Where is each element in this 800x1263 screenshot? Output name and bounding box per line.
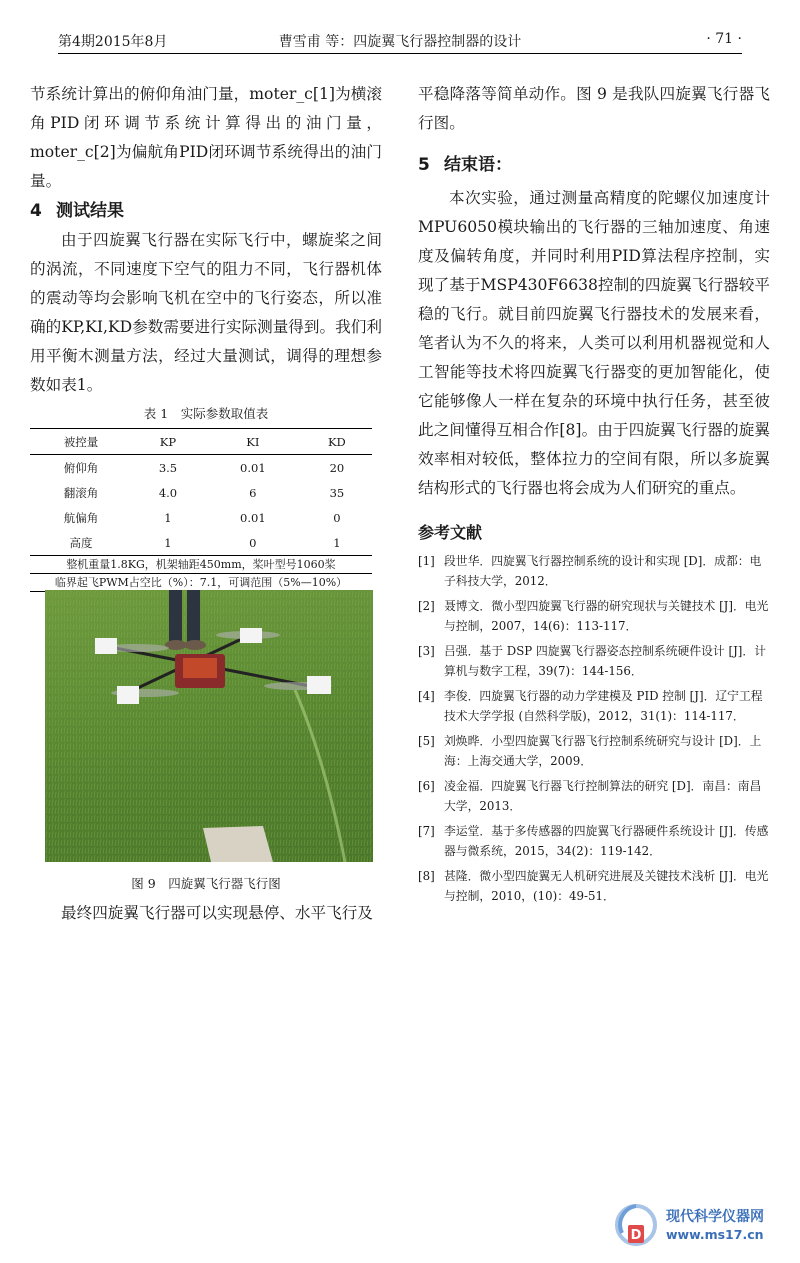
table-header-cell: KI	[204, 429, 302, 455]
table-cell: 6	[249, 485, 257, 500]
reference-item	[418, 866, 770, 906]
table-cell: 35	[329, 485, 345, 500]
table-cell: 1	[132, 530, 204, 556]
reference-item	[418, 596, 770, 636]
reference-index: [3]	[418, 644, 435, 658]
table-note-weight: 整机重量1.8KG，机架轴距450mm，桨叶型号1060桨	[30, 556, 372, 574]
reference-text: 聂博文．微小型四旋翼飞行器的研究现状与关键技术 [J]．电光与控制，2007，14(6)：113-117．	[444, 599, 769, 633]
table-cell: 0	[204, 530, 302, 556]
reference-text: 李俊．四旋翼飞行器的动力学建模及 PID 控制 [J]．辽宁工程技术大学学报 (自然科学版)，2012，31(1)：114-117．	[444, 689, 763, 723]
table-row	[30, 505, 372, 530]
table-header-cell: 被控量	[30, 429, 132, 455]
paragraph-conclusion: 本次实验，通过测量高精度的陀螺仪加速度计MPU6050模块输出的飞行器的三轴加速度、角速度及偏转角度，并同时利用PID算法程序控制，实现了基于MSP430F6638控制的四旋翼飞行器较平稳的飞行。就目前四旋翼飞行器技术的发展来看，笔者认为不久的将来，人类可以利用机器视觉和人工智能等技术将四旋翼飞行器变的更加智能化，使它能够像人一样在复杂的环境中执行任务，甚至彼此之间懂得互相合作[8]。由于四旋翼飞行器的旋翼效率相对较低，整体拉力的空间有限，所以多旋翼结构形式的飞行器也将会成为人们研究的重点。	[418, 189, 770, 497]
reference-index: [7]	[418, 824, 435, 838]
paragraph-continuation-right: 平稳降落等简单动作。图 9 是我队四旋翼飞行器飞行图。	[418, 85, 770, 132]
running-header	[58, 27, 742, 54]
table-cell: 翻滚角	[63, 485, 99, 500]
page-number: · 71 ·	[706, 31, 742, 47]
paragraph-test-results: 由于四旋翼飞行器在实际飞行中，螺旋桨之间的涡流，不同速度下空气的阻力不同，飞行器机体的震动等均会影响飞机在空中的飞行姿态，所以准确的KP,KI,KD参数需要进行实际测量得到。我们利用平衡木测量方法，经过大量测试，调得的理想参数如表1。	[30, 231, 382, 394]
site-watermark	[614, 1203, 782, 1249]
issue-date: 第4期2015年8月	[58, 34, 168, 50]
table-cell: 0.01	[240, 460, 266, 475]
table-cell: 1	[302, 530, 372, 556]
reference-text: 吕强．基于 DSP 四旋翼飞行器姿态控制系统硬件设计 [J]．计算机与数字工程，39(7)：144-156．	[444, 644, 766, 678]
watermark-logo-letter: D	[630, 1228, 642, 1243]
left-column	[30, 80, 382, 592]
section-heading-5	[418, 150, 770, 180]
reference-item	[418, 641, 770, 681]
table-cell: 俯仰角	[63, 460, 99, 475]
reference-list	[418, 551, 770, 906]
table-cell: 高度	[30, 530, 132, 556]
reference-index: [5]	[418, 734, 435, 748]
reference-item	[418, 551, 770, 591]
reference-index: [8]	[418, 869, 435, 883]
reference-index: [6]	[418, 779, 435, 793]
table-header-row	[30, 429, 372, 455]
table-cell: 1	[164, 510, 172, 525]
section-title: 测试结果	[56, 201, 124, 221]
right-column	[418, 80, 770, 911]
reference-text: 李运堂．基于多传感器的四旋翼飞行器硬件系统设计 [J]．传感器与微系统，2015，34(2)：119-142．	[444, 824, 769, 858]
table-header-cell: KP	[132, 429, 204, 455]
running-title: 曹雪甫 等：四旋翼飞行器控制器的设计	[278, 34, 522, 50]
table-caption: 表 1 实际参数取值表	[143, 406, 269, 421]
reference-index: [2]	[418, 599, 435, 613]
parameter-table	[30, 428, 372, 556]
references-heading: 参考文献	[418, 523, 483, 542]
paragraph-final-left: 最终四旋翼飞行器可以实现悬停、水平飞行及	[61, 904, 373, 922]
table-cell: 3.5	[158, 460, 178, 475]
table-row	[30, 480, 372, 505]
table-cell: 0	[333, 510, 341, 525]
table-row	[30, 455, 372, 481]
reference-text: 凌金福．四旋翼飞行器飞行控制算法的研究 [D]．南昌：南昌大学，2013．	[444, 779, 762, 813]
reference-index: [1]	[418, 554, 435, 568]
table-row	[30, 530, 372, 556]
watermark-site-name: 现代科学仪器网	[666, 1209, 764, 1225]
watermark-logo-icon	[614, 1203, 660, 1249]
watermark-site-url: www.ms17.cn	[666, 1227, 764, 1242]
table-cell: 航偏角	[63, 510, 99, 525]
section-number: 4	[30, 201, 42, 221]
reference-text: 刘焕晔．小型四旋翼飞行器飞行控制系统研究与设计 [D]．上海：上海交通大学，2009．	[444, 734, 762, 768]
table-cell: 4.0	[158, 485, 178, 500]
section-heading-4	[30, 196, 382, 226]
section-number: 5	[418, 155, 430, 175]
table-cell: 0.01	[240, 510, 266, 525]
table-cell: 20	[329, 460, 345, 475]
paragraph-continuation: 节系统计算出的俯仰角油门量，moter_c[1]为横滚角PID闭环调节系统计算得出的油门量，moter_c[2]为偏航角PID闭环调节系统得出的油门量。	[30, 85, 382, 190]
reference-text: 段世华．四旋翼飞行器控制系统的设计和实现 [D]．成都：电子科技大学，2012．	[444, 554, 762, 588]
quadrotor-flight-photo	[45, 590, 373, 862]
table-header-cell: KD	[302, 429, 372, 455]
reference-item	[418, 776, 770, 816]
reference-index: [4]	[418, 689, 435, 703]
reference-item	[418, 821, 770, 861]
reference-text: 甚隆．微小型四旋翼无人机研究进展及关键技术浅析 [J]．电光与控制，2010，(10)：49-51．	[444, 869, 769, 903]
reference-item	[418, 686, 770, 726]
reference-item	[418, 731, 770, 771]
quadrotor-photo-illustration	[45, 590, 373, 862]
table-note-pwm: 临界起飞PWM占空比（%）：7.1，可调范围（5%—10%）	[30, 574, 372, 592]
figure-caption: 图 9 四旋翼飞行器飞行图	[131, 876, 281, 891]
section-title: 结束语：	[444, 155, 512, 175]
